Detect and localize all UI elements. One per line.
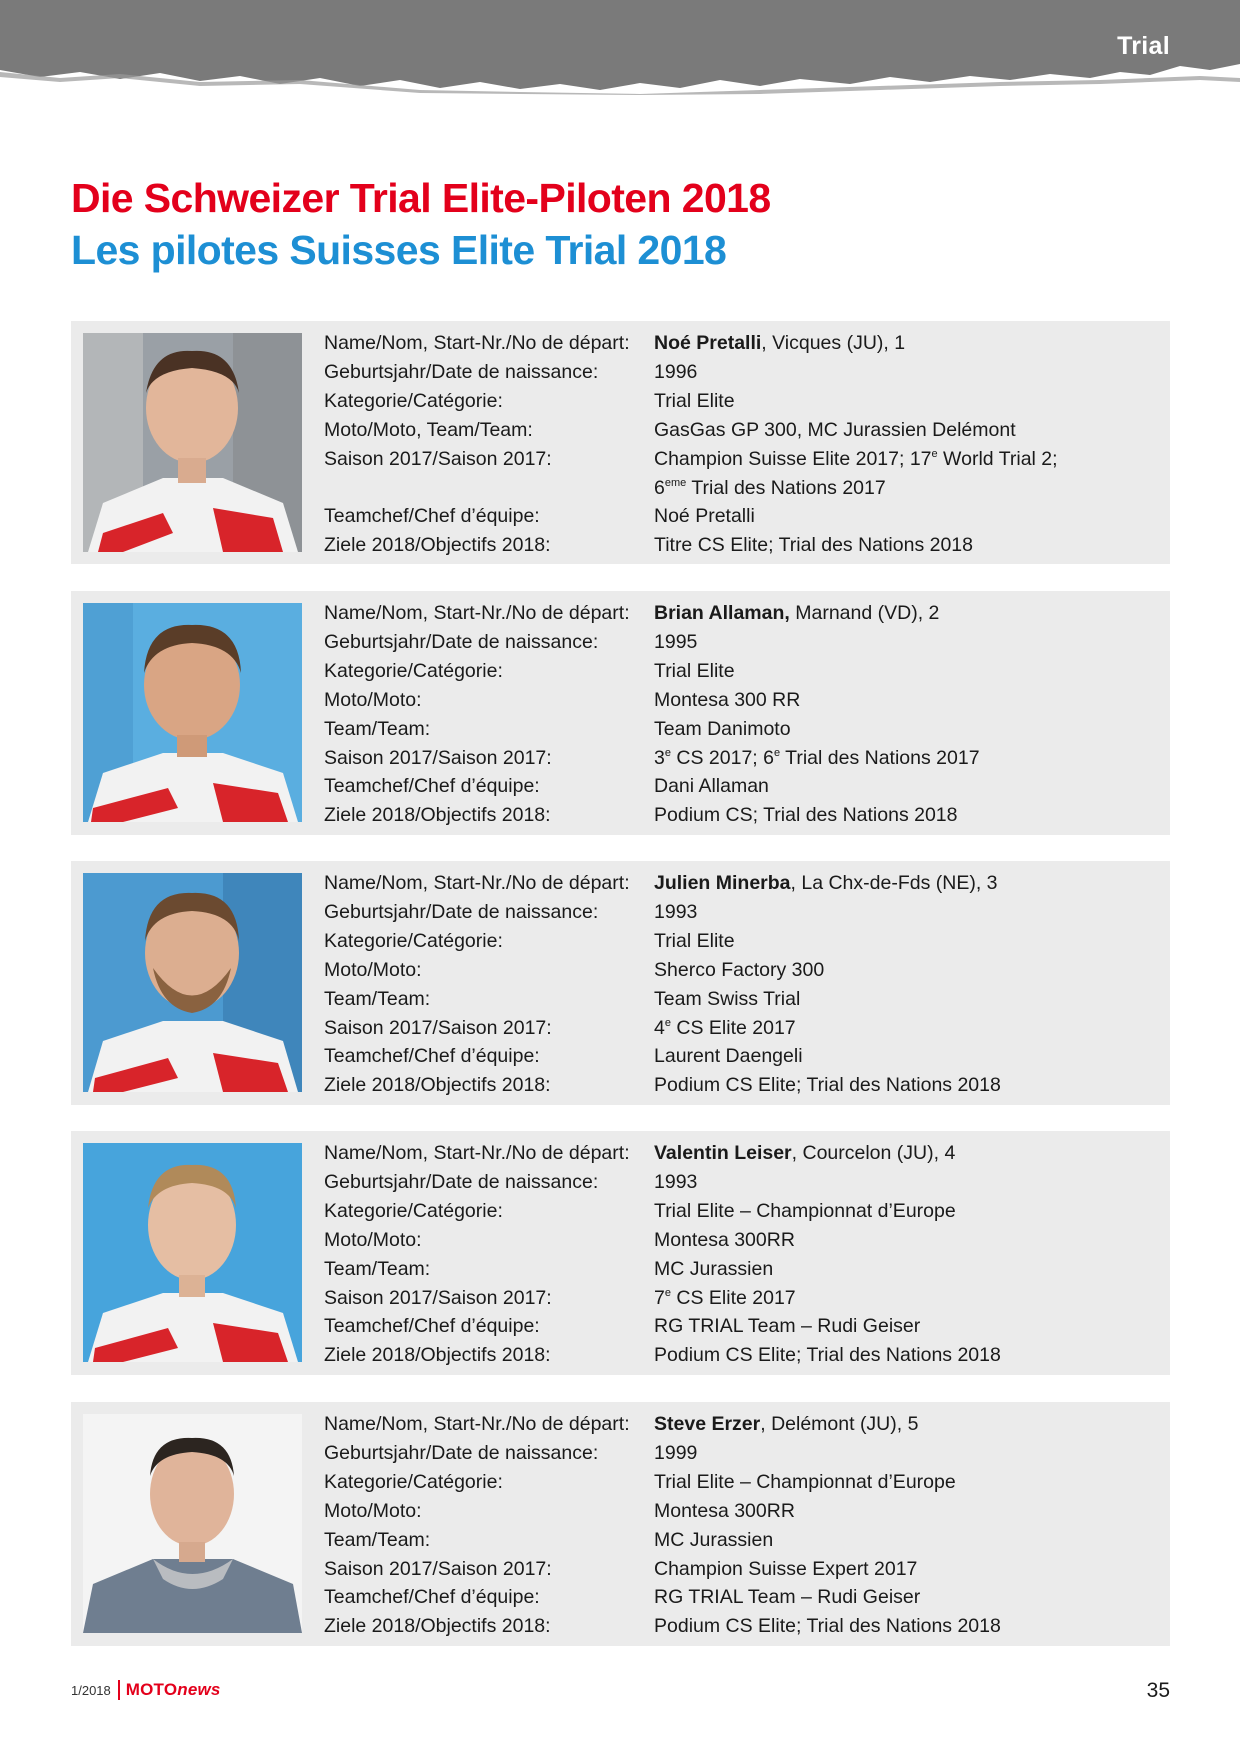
detail-label: Moto/Moto: [324,1228,422,1251]
detail-row [324,1583,1150,1612]
detail-value: Brian Allaman, Marnand (VD), 2 [654,602,940,624]
detail-label: Team/Team: [324,1257,431,1280]
detail-value: 3e CS 2017; 6e Trial des Nations 2017 [654,746,980,769]
detail-label: Geburtsjahr/Date de naissance: [324,1170,599,1193]
page-title-french: Les pilotes Suisses Elite Trial 2018 [71,227,727,273]
rider-card [71,591,1170,835]
detail-value: Noé Pretalli [654,505,755,528]
detail-row [324,657,1150,686]
detail-label: Geburtsjahr/Date de naissance: [324,630,599,653]
detail-label: Geburtsjahr/Date de naissance: [324,360,599,383]
detail-label: Ziele 2018/Objectifs 2018: [324,804,551,827]
detail-label: Team/Team: [324,987,431,1010]
detail-value: RG TRIAL Team – Rudi Geiser [654,1315,921,1338]
detail-value: Trial Elite – Championnat d’Europe [654,1470,956,1493]
detail-value: Team Swiss Trial [654,987,801,1010]
detail-label: Ziele 2018/Objectifs 2018: [324,534,551,557]
detail-value: Laurent Daengeli [654,1045,803,1068]
detail-label: Kategorie/Catégorie: [324,659,503,682]
page-title-german: Die Schweizer Trial Elite-Piloten 2018 [71,175,771,221]
detail-value: Titre CS Elite; Trial des Nations 2018 [654,534,973,557]
rider-details [324,329,1150,560]
rider-photo [83,1143,302,1362]
detail-value: 4e CS Elite 2017 [654,1016,796,1039]
detail-row [324,956,1150,985]
rider-photo [83,603,302,822]
detail-row [324,985,1150,1014]
footer-divider [118,1680,120,1700]
detail-label: Ziele 2018/Objectifs 2018: [324,1344,551,1367]
detail-value: Podium CS Elite; Trial des Nations 2018 [654,1615,1001,1638]
detail-value: 7e CS Elite 2017 [654,1286,796,1309]
detail-row [324,715,1150,744]
detail-row [324,599,1150,628]
detail-row [324,1071,1150,1100]
detail-row [324,1497,1150,1526]
detail-value: Trial Elite – Championnat d’Europe [654,1199,956,1222]
detail-row [324,531,1150,560]
rider-details [324,1410,1150,1641]
rider-card [71,1131,1170,1375]
detail-value: 1993 [654,1170,698,1193]
detail-label: Teamchef/Chef d’équipe: [324,1586,540,1609]
rider-name: Julien Minerba [654,872,791,894]
detail-value: 6eme Trial des Nations 2017 [654,476,886,499]
detail-row [324,1612,1150,1641]
detail-row [324,1168,1150,1197]
detail-label: Saison 2017/Saison 2017: [324,447,552,470]
detail-row [324,1555,1150,1584]
detail-label: Geburtsjahr/Date de naissance: [324,1441,599,1464]
header-band [0,0,1240,95]
detail-value: Montesa 300RR [654,1499,795,1522]
detail-label: Name/Nom, Start-Nr./No de départ: [324,332,630,354]
detail-row [324,1468,1150,1497]
magazine-logo: MOTOnews [125,1680,221,1699]
detail-value: GasGas GP 300, MC Jurassien Delémont [654,418,1016,441]
rider-card [71,1402,1170,1646]
detail-label: Team/Team: [324,717,431,740]
rider-photo [83,873,302,1092]
rider-name: Valentin Leiser [654,1142,792,1164]
rider-name: Brian Allaman, [654,602,790,624]
detail-value: Dani Allaman [654,775,769,798]
detail-value: Montesa 300RR [654,1228,795,1251]
detail-row [324,358,1150,387]
detail-label: Teamchef/Chef d’équipe: [324,505,540,528]
rider-name: Steve Erzer [654,1413,761,1435]
rider-details [324,1139,1150,1370]
detail-label: Teamchef/Chef d’équipe: [324,1045,540,1068]
detail-row [324,801,1150,830]
detail-label: Saison 2017/Saison 2017: [324,1016,552,1039]
section-label: Trial [1117,32,1170,60]
detail-row [324,387,1150,416]
detail-value: Montesa 300 RR [654,688,801,711]
detail-value: Trial Elite [654,389,735,412]
detail-row [324,1526,1150,1555]
detail-label: Kategorie/Catégorie: [324,1470,503,1493]
detail-row [324,1226,1150,1255]
detail-label: Moto/Moto: [324,688,422,711]
detail-value: Steve Erzer, Delémont (JU), 5 [654,1413,919,1435]
detail-row [324,744,1150,773]
detail-value: 1999 [654,1441,698,1464]
rider-details [324,599,1150,830]
detail-value: Podium CS; Trial des Nations 2018 [654,804,958,827]
detail-row [324,772,1150,801]
issue-number: 1/2018 [71,1682,111,1698]
rider-photo [83,333,302,552]
detail-label: Teamchef/Chef d’équipe: [324,775,540,798]
rider-details [324,869,1150,1100]
rider-card [71,861,1170,1105]
detail-label: Name/Nom, Start-Nr./No de départ: [324,602,630,624]
footer-issue [71,1680,221,1700]
detail-label: Teamchef/Chef d’équipe: [324,1315,540,1338]
detail-row [324,927,1150,956]
detail-label: Name/Nom, Start-Nr./No de départ: [324,1142,630,1164]
detail-row [324,474,1150,503]
detail-row [324,869,1150,898]
detail-value: Champion Suisse Expert 2017 [654,1557,918,1580]
detail-label: Team/Team: [324,1528,431,1551]
detail-row [324,1139,1150,1168]
detail-value: Trial Elite [654,929,735,952]
detail-value: Julien Minerba, La Chx-de-Fds (NE), 3 [654,872,998,894]
detail-label: Kategorie/Catégorie: [324,929,503,952]
detail-row [324,898,1150,927]
detail-value: 1996 [654,360,698,383]
detail-label: Name/Nom, Start-Nr./No de départ: [324,872,630,894]
detail-row [324,502,1150,531]
detail-value: Valentin Leiser, Courcelon (JU), 4 [654,1142,956,1164]
detail-row [324,1284,1150,1313]
detail-label: Moto/Moto: [324,958,422,981]
detail-row [324,416,1150,445]
detail-row [324,1439,1150,1468]
detail-row [324,1014,1150,1043]
detail-value: Champion Suisse Elite 2017; 17e World Trial 2; [654,447,1058,470]
detail-value: MC Jurassien [654,1528,774,1551]
detail-row [324,445,1150,474]
detail-row [324,1312,1150,1341]
detail-row [324,628,1150,657]
detail-row [324,329,1150,358]
detail-value: 1995 [654,630,698,653]
rider-photo [83,1414,302,1633]
detail-value: Sherco Factory 300 [654,958,825,981]
detail-row [324,686,1150,715]
detail-row [324,1042,1150,1071]
detail-row [324,1341,1150,1370]
detail-value: Podium CS Elite; Trial des Nations 2018 [654,1344,1001,1367]
page-number: 35 [1146,1679,1170,1702]
detail-value: Team Danimoto [654,717,791,740]
detail-label: Saison 2017/Saison 2017: [324,1286,552,1309]
detail-label: Moto/Moto, Team/Team: [324,418,533,441]
detail-value: Trial Elite [654,659,735,682]
detail-label: Kategorie/Catégorie: [324,1199,503,1222]
detail-value: 1993 [654,900,698,923]
detail-row [324,1410,1150,1439]
detail-label: Ziele 2018/Objectifs 2018: [324,1074,551,1097]
detail-label: Geburtsjahr/Date de naissance: [324,900,599,923]
rider-card [71,321,1170,564]
detail-label: Kategorie/Catégorie: [324,389,503,412]
detail-label: Name/Nom, Start-Nr./No de départ: [324,1413,630,1435]
detail-row [324,1197,1150,1226]
brush-stroke-graphic [0,0,1240,95]
detail-label: Ziele 2018/Objectifs 2018: [324,1615,551,1638]
detail-value: RG TRIAL Team – Rudi Geiser [654,1586,921,1609]
detail-value: Podium CS Elite; Trial des Nations 2018 [654,1074,1001,1097]
detail-label: Moto/Moto: [324,1499,422,1522]
rider-name: Noé Pretalli [654,332,762,354]
detail-label: Saison 2017/Saison 2017: [324,746,552,769]
detail-label: Saison 2017/Saison 2017: [324,1557,552,1580]
detail-value: Noé Pretalli, Vicques (JU), 1 [654,332,906,354]
detail-row [324,1255,1150,1284]
detail-value: MC Jurassien [654,1257,774,1280]
detail-label [324,474,654,503]
